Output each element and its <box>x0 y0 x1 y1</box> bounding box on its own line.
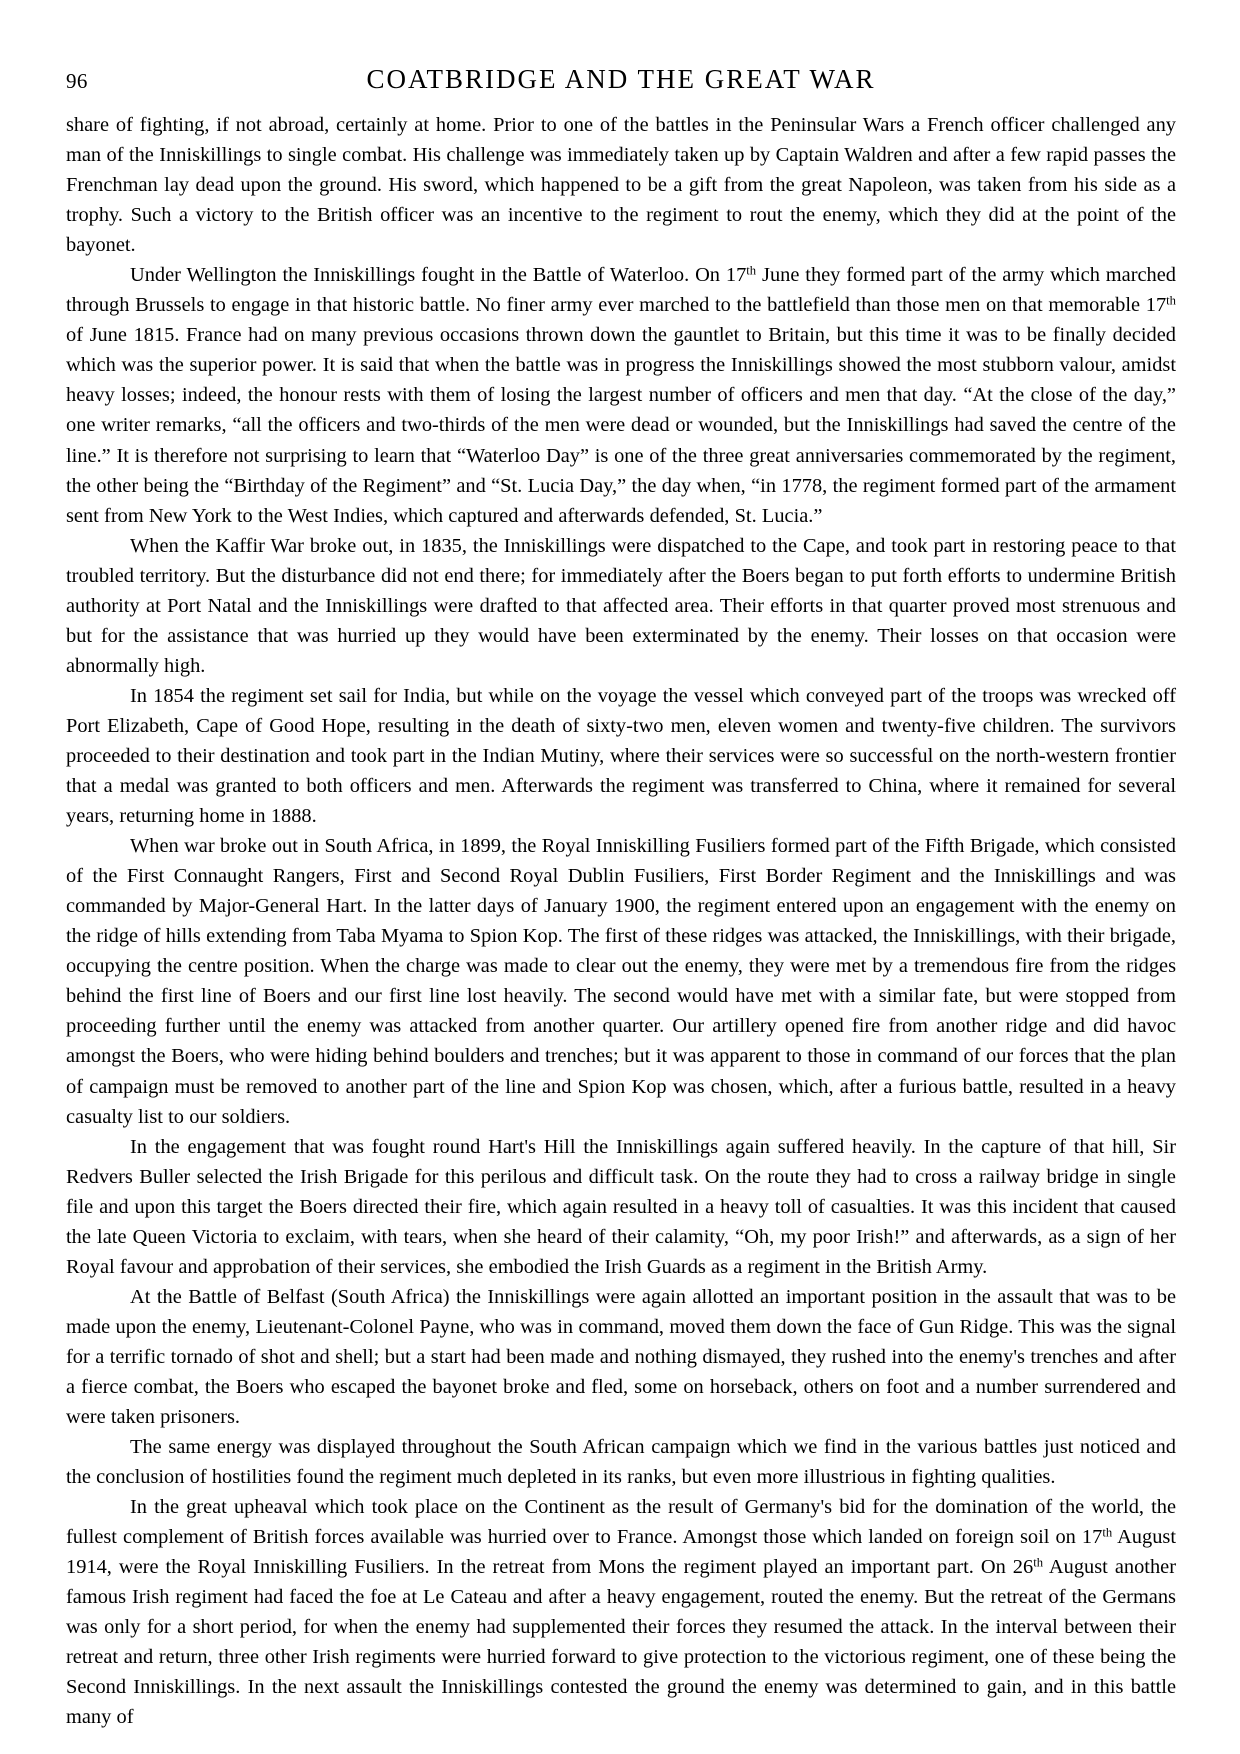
text-run: In the great upheaval which took place on the Continent as the result of Germany's bid for the domination of the world, the fullest complement of British forces available was hurried over to France. Amongst those which landed on foreign soil on 17 <box>66 1496 1176 1549</box>
text-run: share of fighting, if not abroad, certainly at home. Prior to one of the battles in the Peninsular Wars a French officer challenged any man of the Inniskillings to single combat. His challenge was immediately taken up by Captain Waldren and after a few rapid passes the Frenchman lay dead upon the ground. His sword, which happened to be a gift from the great Napoleon, was taken from his side as a trophy. Such a victory to the British officer was an incentive to the regiment to rout the enemy, which they did at the point of the bayonet. <box>66 114 1176 257</box>
paragraph <box>66 831 1176 1131</box>
text-run: When war broke out in South Africa, in 1899, the Royal Inniskilling Fusiliers formed part of the Fifth Brigade, which consisted of the First Connaught Rangers, First and Second Royal Dublin Fusiliers, First Border Regiment and the Inniskillings and was commanded by Major-General Hart. In the latter days of January 1900, the regiment entered upon an engagement with the enemy on the ridge of hills extending from Taba Myama to Spion Kop. The first of these ridges was attacked, the Inniskillings, with their brigade, occupying the centre position. When the charge was made to clear out the enemy, they were met by a tremendous fire from the ridges behind the first line of Boers and our first line lost heavily. The second would have met with a similar fate, but were stopped from proceeding further until the enemy was attacked from another quarter. Our artillery opened fire from another ridge and did havoc amongst the Boers, who were hiding behind boulders and trenches; but it was apparent to those in command of our forces that the plan of campaign must be removed to another part of the line and Spion Kop was chosen, which, after a furious battle, resulted in a heavy casualty list to our soldiers. <box>66 835 1176 1128</box>
paragraph <box>66 1492 1176 1732</box>
text-run: At the Battle of Belfast (South Africa) the Inniskillings were again allotted an important position in the assault that was to be made upon the enemy, Lieutenant-Colonel Payne, who was in command, moved them down the face of Gun Ridge. This was the signal for a terrific tornado of shot and shell; but a start had been made and nothing dismayed, they rushed into the enemy's trenches and after a fierce combat, the Boers who escaped the bayonet broke and fled, some on horseback, others on foot and a number surrendered and were taken prisoners. <box>66 1285 1176 1429</box>
text-run: When the Kaffir War broke out, in 1835, the Inniskillings were dispatched to the Cape, and took part in restoring peace to that troubled territory. But the disturbance did not end there; for immediately after the Boers began to put forth efforts to undermine British authority at Port Natal and the Inniskillings were drafted to that affected area. Their efforts in that quarter proved most strenuous and but for the assistance that was hurried up they would have been exterminated by the enemy. Their losses on that occasion were abnormally high. <box>66 534 1176 677</box>
paragraph <box>66 1432 1176 1492</box>
paragraph <box>66 110 1176 260</box>
paragraph <box>66 531 1176 681</box>
paragraph <box>66 681 1176 831</box>
text-run: August 1914, were the Royal Inniskilling Fusiliers. In the retreat from Mons the regiment played an important part. On 26 <box>66 1526 1176 1579</box>
text-run: of June 1815. France had on many previous occasions thrown down the gauntlet to Britain, but this time it was to be finally decided which was the superior power. It is said that when the battle was in progress the Inniskillings showed the most stubborn valour, amidst heavy losses; indeed, the honour rests with them of losing the largest number of officers and men that day. “At the close of the day,” one writer remarks, “all the officers and two-thirds of the men were dead or wounded, but the Inniskillings had saved the centre of the line.” It is therefore not surprising to learn that “Waterloo Day” is one of the three great anniversaries commemorated by the regiment, the other being the “Birthday of the Regiment” and “St. Lucia Day,” the day when, “in 1778, the regiment formed part of the armament sent from New York to the West Indies, which captured and afterwards defended, St. Lucia.” <box>66 324 1176 527</box>
ordinal-suffix: th <box>1102 1525 1113 1540</box>
paragraph <box>66 1282 1176 1432</box>
text-run: Under Wellington the Inniskillings fought in the Battle of Waterloo. On 17 <box>130 264 747 287</box>
ordinal-suffix: th <box>1033 1555 1044 1570</box>
page-number: 96 <box>66 69 88 93</box>
page-body-text <box>66 110 1176 1733</box>
ordinal-suffix: th <box>1166 293 1176 308</box>
paragraph <box>66 260 1176 530</box>
running-head <box>66 62 1176 102</box>
text-run: In the engagement that was fought round Hart's Hill the Inniskillings again suffered heavily. In the capture of that hill, Sir Redvers Buller selected the Irish Brigade for this perilous and difficult task. On the route they had to cross a railway bridge in single file and upon this target the Boers directed their fire, which again resulted in a heavy toll of casualties. It was this incident that caused the late Queen Victoria to exclaim, with tears, when she heard of their calamity, “Oh, my poor Irish!” and afterwards, as a sign of her Royal favour and approbation of their services, she embodied the Irish Guards as a regiment in the British Army. <box>66 1135 1176 1278</box>
text-run: August another famous Irish regiment had faced the foe at Le Cateau and after a heavy engagement, routed the enemy. But the retreat of the Germans was only for a short period, for when the enemy had supplemented their forces they resumed the attack. In the interval between their retreat and return, three other Irish regiments were hurried forward to give protection to the victorious regiment, one of these being the Second Inniskillings. In the next assault the Inniskillings contested the ground the enemy was determined to gain, and in this battle many of <box>66 1556 1176 1729</box>
paragraph <box>66 1132 1176 1282</box>
page-content-area <box>66 62 1176 1733</box>
text-run: June they formed part of the army which marched through Brussels to engage in that historic battle. No finer army ever marched to the battlefield than those men on that memorable 17 <box>66 264 1176 317</box>
text-run: The same energy was displayed throughout the South African campaign which we find in the various battles just noticed and the conclusion of hostilities found the regiment much depleted in its ranks, but even more illustrious in fighting qualities. <box>66 1436 1176 1489</box>
ordinal-suffix: th <box>746 263 757 278</box>
running-head-title: COATBRIDGE AND THE GREAT WAR <box>366 64 876 94</box>
text-run: In 1854 the regiment set sail for India, but while on the voyage the vessel which conveyed part of the troops was wrecked off Port Elizabeth, Cape of Good Hope, resulting in the death of sixty-two men, eleven women and twenty-five children. The survivors proceeded to their destination and took part in the Indian Mutiny, where their services were so successful on the north-western frontier that a medal was granted to both officers and men. Afterwards the regiment was transferred to China, where it remained for several years, returning home in 1888. <box>66 684 1176 828</box>
